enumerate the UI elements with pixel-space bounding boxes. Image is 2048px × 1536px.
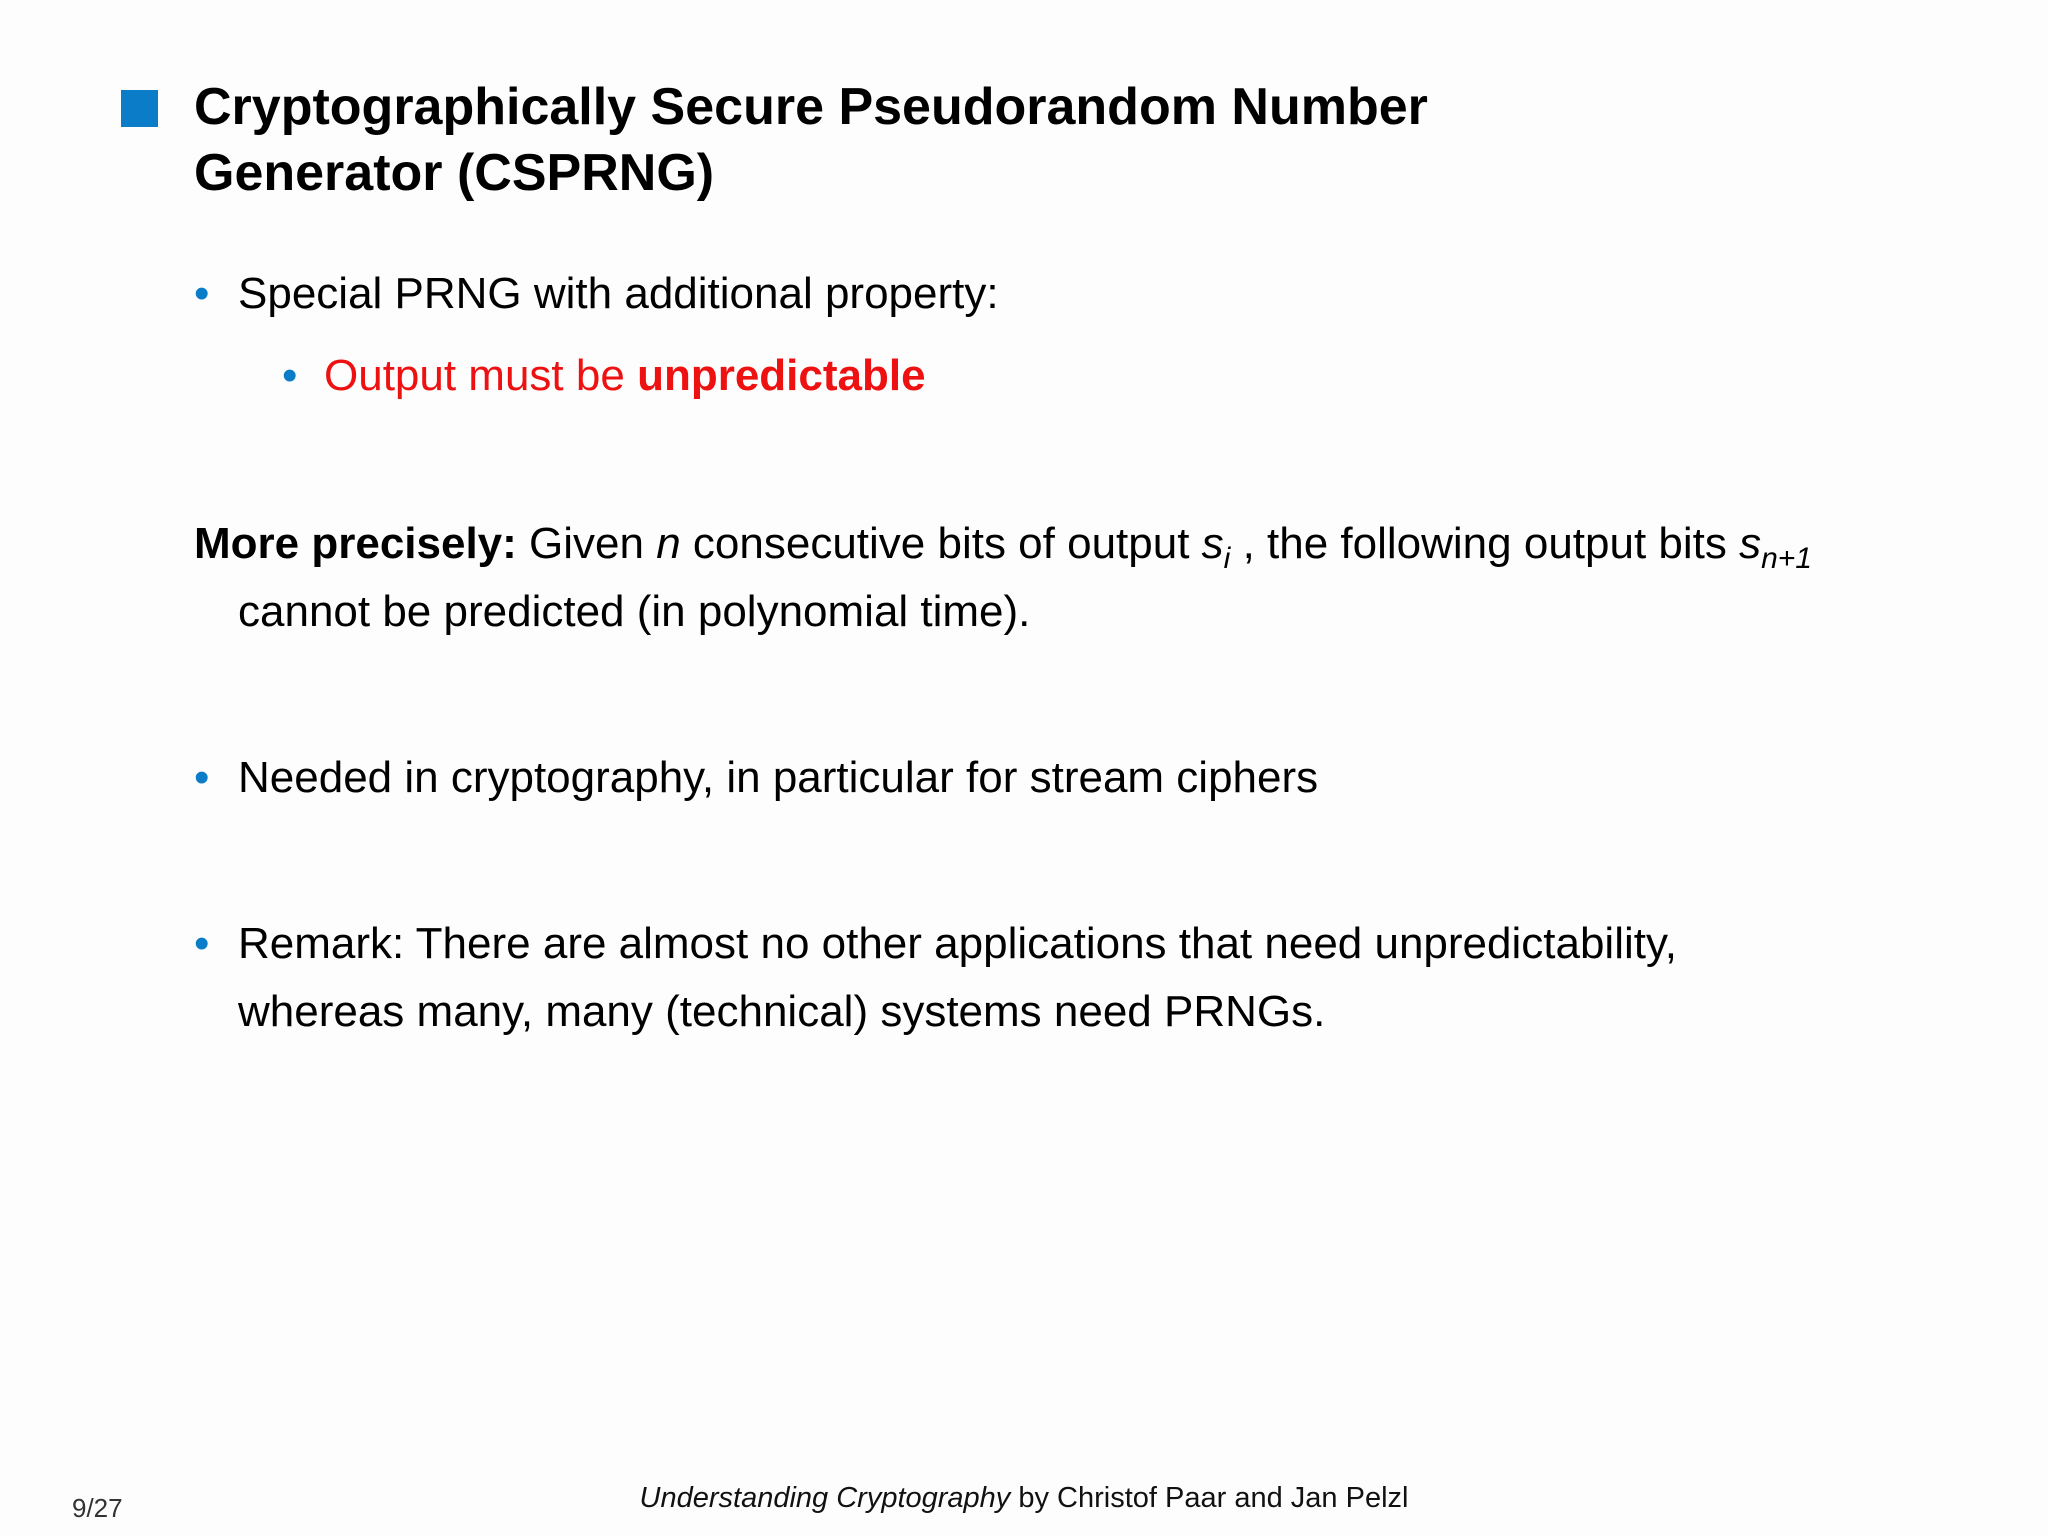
sub-bullet-emphasis: unpredictable [637, 351, 926, 400]
precisely-text-2: consecutive bits of output [680, 519, 1202, 568]
bullet-dot-icon: • [194, 269, 210, 318]
bullet-2: Needed in cryptography, in particular for stream ciphers [238, 753, 1319, 802]
title-line-2: Generator (CSPRNG) [194, 144, 715, 202]
var-s2: s [1739, 519, 1762, 568]
title-square-icon [121, 90, 158, 127]
footer-authors: by Christof Paar and Jan Pelzl [1010, 1482, 1409, 1514]
precisely-line-1 [194, 510, 1812, 578]
var-n: n [656, 519, 681, 568]
footer-book-title: Understanding Cryptography [639, 1482, 1011, 1514]
precisely-line-2: cannot be predicted (in polynomial time). [238, 587, 1031, 636]
footer-citation [0, 1480, 2048, 1516]
title-line-1: Cryptographically Secure Pseudorandom Number [194, 78, 1428, 136]
bullet-1: Special PRNG with additional property: [238, 269, 999, 318]
bullet-dot-icon: • [194, 919, 210, 968]
bullet-3-line-2: whereas many, many (technical) systems need PRNGs. [238, 987, 1326, 1036]
bullet-dot-icon: • [194, 753, 210, 802]
precisely-text-1: Given [516, 519, 657, 568]
sub-bullet-1 [324, 342, 926, 410]
slide-title [194, 74, 1694, 206]
precisely-label: More precisely: [194, 519, 517, 568]
sub-i: i [1223, 542, 1231, 575]
page-number: 9/27 [72, 1493, 123, 1523]
sub-bullet-text: Output must be [324, 351, 638, 400]
sub-n1: n+1 [1761, 542, 1812, 575]
precisely-text-3: , the following output bits [1230, 519, 1740, 568]
var-s: s [1201, 519, 1224, 568]
bullet-3-line-1: Remark: There are almost no other applications that need unpredictability, [238, 919, 1677, 968]
sub-bullet-dot-icon: • [282, 351, 298, 400]
